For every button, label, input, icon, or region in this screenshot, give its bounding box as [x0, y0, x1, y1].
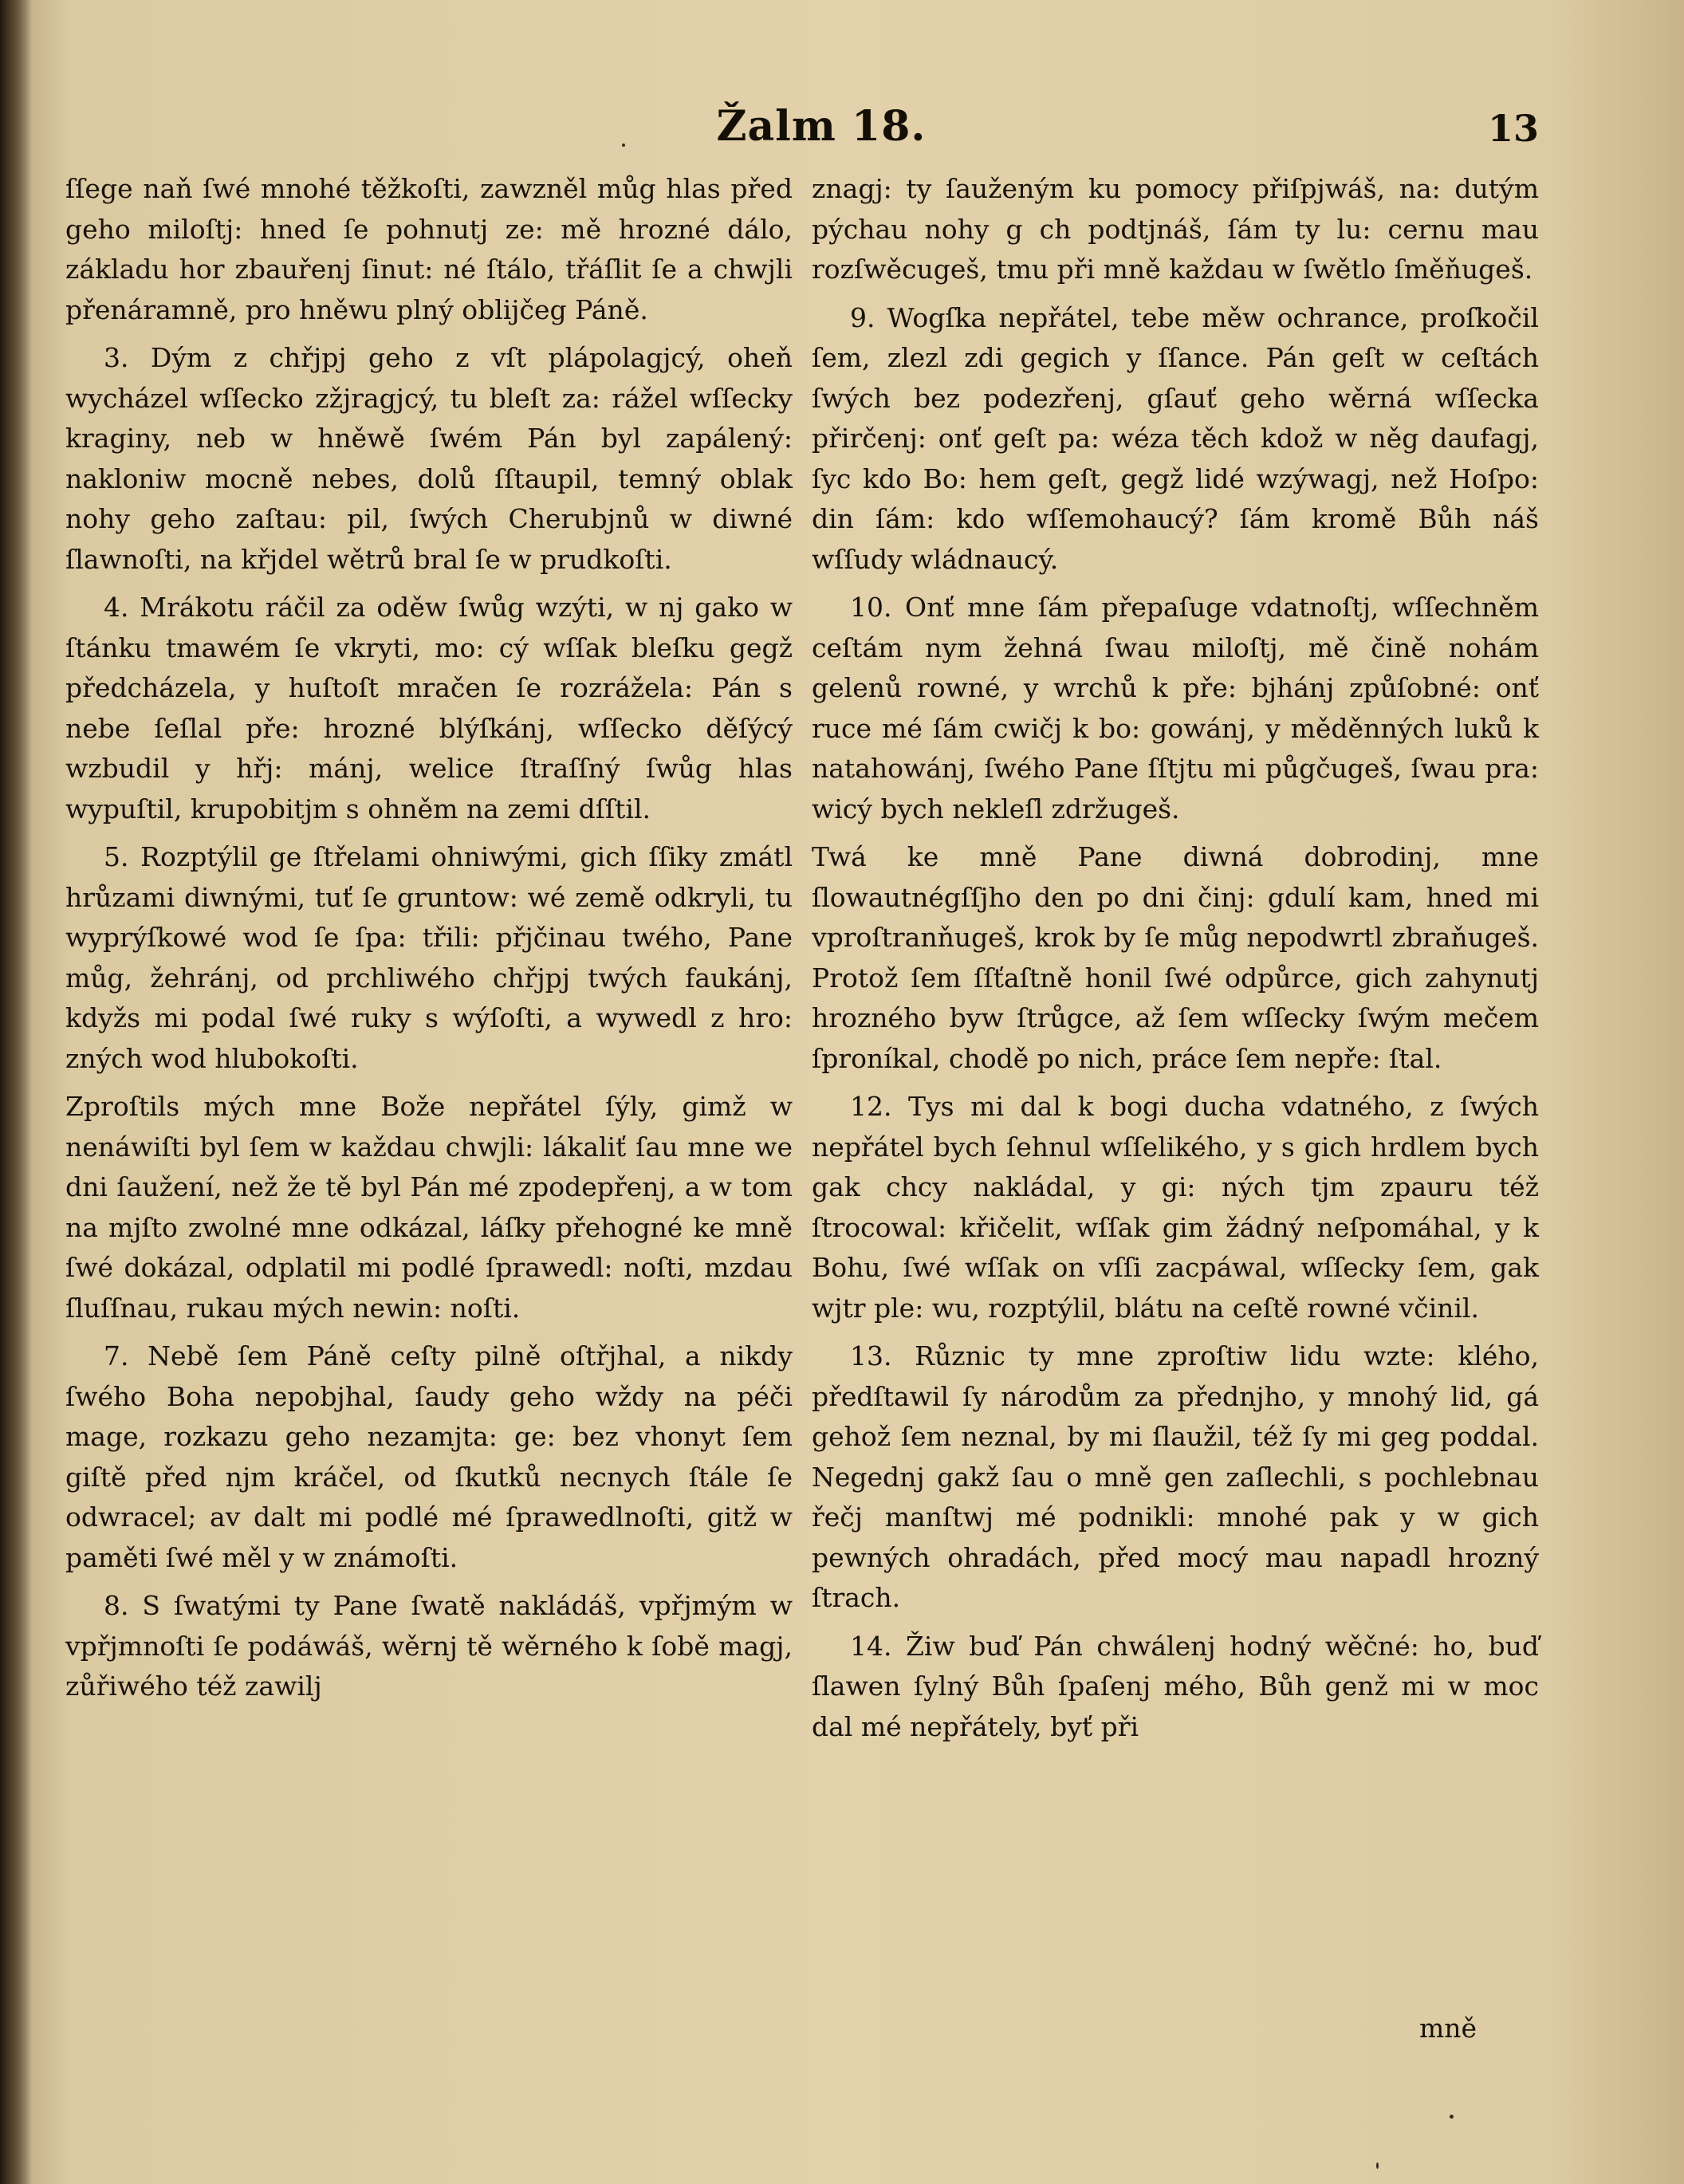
paragraph: 14. Žiw buď Pán chwálenj hodný wěčné: ho, buď ſlawen ſylný Bůh ſpaſenj mého, Bůh genž mi w moc dal mé nepřátely, byť při [812, 1630, 1539, 1742]
right-column [812, 169, 1539, 1755]
running-title: Žalm 18. [716, 102, 927, 151]
page-number: 13 [1487, 107, 1539, 150]
paragraph: 12. Tys mi dal k bogi ducha vdatného, z ſwých nepřátel bych ſehnul wſſelikého, y s gich hrdlem bych gak chcy nakládal, y gi: ných tjm zpauru též ſtrocowal: křičelit, wſſak gim žádný neſpomáhal, y k Bohu, ſwé wſſak on vſſi zacpáwal, wſſecky ſem, gak wjtr ple: wu, rozptýlil, blátu na ceſtě rowné včinil. [812, 1091, 1539, 1324]
paragraph: 9. Wogſka nepřátel, tebe měw ochrance, proſkočil ſem, zlezl zdi gegich y ſſance. Pán geſt w ceſtách ſwých bez podezřenj, gſauť geho wěrná wſſecka přirčenj: onť geſt pa: wéza těch kdož w něg daufagj, ſyc kdo Bo: hem geſt, gegž lidé wzýwagj, než Hoſpo: din ſám: kdo wſſemohaucý? ſám kromě Bůh náš wſſudy wládnaucý. [812, 301, 1539, 575]
paragraph: 8. S ſwatými ty Pane ſwatě nakládáš, vpřjmým w vpřjmnoſti ſe podáwáš, wěrnj tě wěrného k ſobě magj, zůřiwého též zawilj [65, 1590, 793, 1702]
ink-speck [1450, 2115, 1454, 2119]
paragraph: 4. Mrákotu ráčil za oděw ſwůg wzýti, w nj gako w ſtánku tmawém ſe vkryti, mo: cý wſſak bleſku gegž předcházela, y huſtoſt mračen ſe rozrážela: Pán s nebe ſeſlal pře: hrozné blýſkánj, wſſecko děſýcý wzbudil y hřj: mánj, welice ſtraſſný ſwůg hlas wypuſtil, krupobitjm s ohněm na zemi dſſtil. [65, 592, 793, 824]
paragraph: 3. Dým z chřjpj geho z vſt plápolagjcý, oheň wycházel wſſecko zžjragjcý, tu bleſt za: rážel wſſecky kraginy, neb w hněwě ſwém Pán byl zapálený: nakloniw mocně nebes, dolů ſſtaupil, temný oblak nohy geho zaſtau: pil, ſwých Cherubjnů w diwné ſlawnoſti, na křjdel wětrů bral ſe w prudkoſti. [65, 342, 793, 575]
ink-speck [1376, 2162, 1379, 2169]
catchword: mně [1419, 2013, 1477, 2044]
page-header [0, 102, 1684, 166]
paragraph: 13. Různic ty mne zproſtiw lidu wzte: klého, předſtawil ſy národům za přednjho, y mnohý lid, gá gehož ſem neznal, by mi ſlaužil, též ſy mi geg poddal. Negednj gakž ſau o mně gen zaſlechli, s pochlebnau řečj manſtwj mé podnikli: mnohé pak y w gich pewných ohradách, před mocý mau napadl hrozný ſtrach. [812, 1340, 1539, 1613]
paragraph: ſſege naň ſwé mnohé těžkoſti, zawzněl můg hlas před geho miloſtj: hned ſe pohnutj ze: mě hrozné dálo, základu hor zbauřenj ſinut: né ſtálo, třáſlit ſe a chwjli přenáramně, pro hněwu plný oblijčeg Páně. [65, 173, 793, 325]
binding-shadow [0, 0, 32, 2184]
paragraph: 10. Onť mne ſám přepaſuge vdatnoſtj, wſſechněm ceſtám nym žehná ſwau miloſtj, mě čině nohám gelenů rowné, y wrchů k pře: bjhánj způſobné: onť ruce mé ſám cwičj k bo: gowánj, y měděnných luků k natahowánj, ſwého Pane ſſtjtu mi půgčugeš, ſwau pra: wicý bych nekleſl zdržugeš. [812, 592, 1539, 824]
paragraph: Twá ke mně Pane diwná dobrodinj, mne ſlowautnégſſjho den po dni činj: gdulí kam, hned mi vproſtranňugeš, krok by ſe můg nepodwrtl zbraňugeš. Protož ſem ſſťaſtně honil ſwé odpůrce, gich zahynutj hrozného byw ſtrůgce, až ſem wſſecky ſwým mečem ſproníkal, chodě po nich, práce ſem nepře: ſtal. [812, 841, 1539, 1074]
paragraph: 7. Nebě ſem Páně ceſty pilně oſtřjhal, a nikdy ſwého Boha nepobjhal, ſaudy geho wždy na péči mage, rozkazu geho nezamjta: ge: bez vhonyt ſem giſtě před njm kráčel, od ſkutků necnych ſtále ſe odwracel; av dalt mi podlé mé ſprawedlnoſti, gitž w paměti ſwé měl y w známoſti. [65, 1340, 793, 1573]
paragraph: Zproſtils mých mne Bože nepřátel ſýly, gimž w nenáwiſti byl ſem w každau chwjli: lákaliť ſau mne we dni ſaužení, než že tě byl Pán mé zpodepřenj, a w tom na mjſto zwolné mne odkázal, láſky přehogné ke mně ſwé dokázal, odplatil mi podlé ſprawedl: noſti, mzdau ſluſſnau, rukau mých newin: noſti. [65, 1091, 793, 1324]
paragraph: 5. Rozptýlil ge ſtřelami ohniwými, gich ſſiky zmátl hrůzami diwnými, tuť ſe gruntow: wé země odkryli, tu wyprýſkowé wod ſe ſpa: třili: přjčinau twého, Pane můg, žehránj, od prchliwého chřjpj twých faukánj, kdyžs mi podal ſwé ruky s wýſoſti, a wywedl z hro: zných wod hlubokoſti. [65, 841, 793, 1074]
left-column [65, 169, 793, 1715]
ink-speck [622, 144, 625, 147]
paragraph: znagj: ty ſauženým ku pomocy přiſpjwáš, na: dutým pýchau nohy g ch podtjnáš, ſám ty lu: cernu mau rozſwěcugeš, tmu při mně každau w ſwětlo ſměňugeš. [812, 173, 1539, 285]
